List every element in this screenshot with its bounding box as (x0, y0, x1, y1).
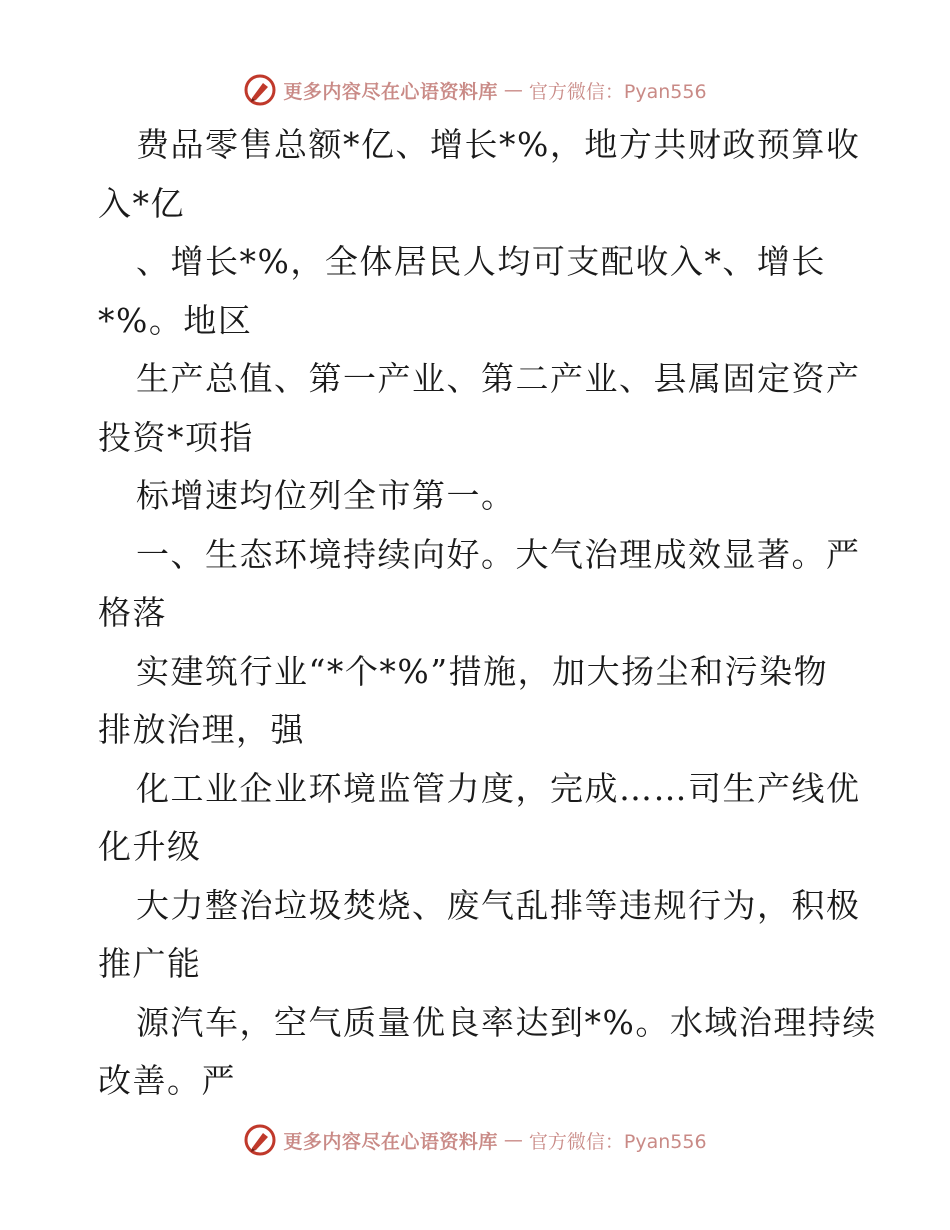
pen-nib-logo-icon (243, 73, 277, 107)
footer-watermark (0, 1120, 950, 1160)
text-line: 推广能 (98, 944, 202, 983)
text-line: 化升级 (98, 827, 202, 866)
text-line: 源汽车，空气质量优良率达到*%。水域治理持续 (136, 1002, 877, 1042)
watermark-wechat: 官方微信：Pyan556 (528, 80, 707, 103)
watermark-dash: — (503, 1129, 523, 1151)
text-line: 标增速均位列全市第一。 (136, 476, 516, 515)
text-line: 格落 (98, 593, 167, 632)
text-line: 实建筑行业“*个*%”措施，加大扬尘和污染物 (136, 651, 829, 691)
header-watermark (0, 70, 950, 110)
watermark-dash: — (503, 79, 523, 101)
text-line: 改善。严 (98, 1061, 236, 1100)
text-line: 化工业企业环境监管力度，完成……司生产线优 (136, 768, 861, 808)
text-line: 投资*项指 (98, 417, 254, 457)
text-line: 排放治理，强 (98, 710, 305, 749)
pen-nib-logo-icon (243, 1123, 277, 1157)
text-line: 一、生态环境持续向好。大气治理成效显著。严 (136, 534, 861, 574)
watermark-wechat: 官方微信：Pyan556 (528, 1130, 707, 1153)
watermark-text: 更多内容尽在心语资料库 (283, 80, 498, 103)
document-body (98, 116, 877, 1111)
text-line: 大力整治垃圾焚烧、废气乱排等违规行为，积极 (136, 885, 861, 925)
text-line: 生产总值、第一产业、第二产业、县属固定资产 (136, 359, 861, 398)
text-line: *%。地区 (98, 300, 253, 340)
text-line: 入*亿 (98, 183, 185, 223)
text-line: 费品零售总额*亿、增长*%，地方共财政预算收 (136, 125, 861, 164)
text-line: 、增长*%，全体居民人均可支配收入*、增长 (136, 242, 826, 281)
watermark-text: 更多内容尽在心语资料库 (283, 1130, 498, 1153)
